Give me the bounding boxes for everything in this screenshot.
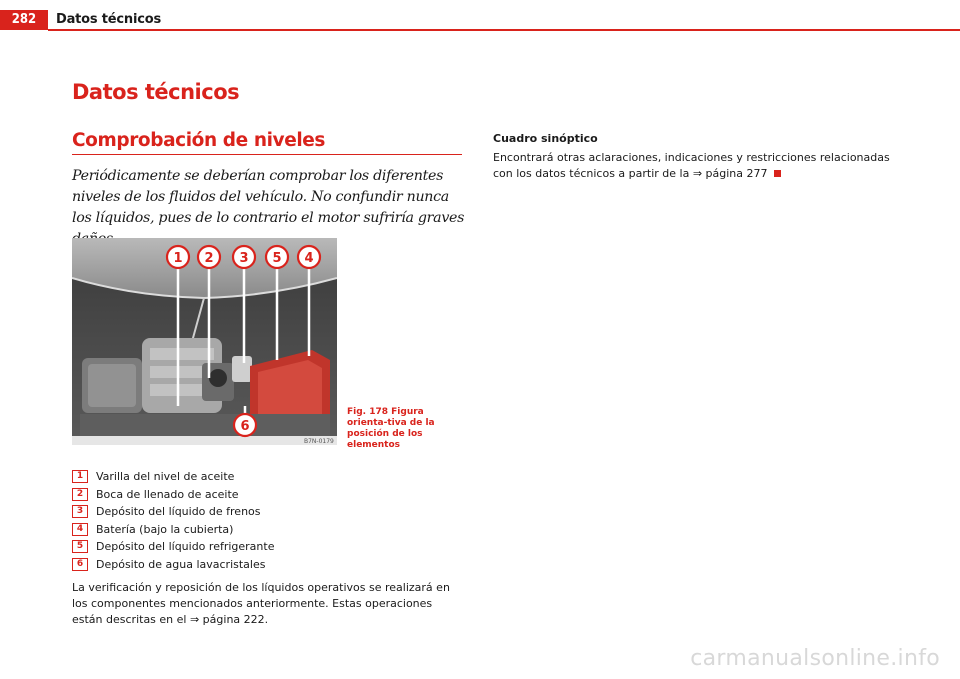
legend-badge: 2 bbox=[72, 488, 88, 501]
legend-item bbox=[72, 521, 462, 539]
body-paragraph: La verificación y reposición de los líquidos operativos se realizará en los componentes mencionados anteriormente. Estas operaciones están descritas en el ⇒ página 222. bbox=[72, 581, 450, 626]
legend-text: Boca de llenado de aceite bbox=[96, 487, 239, 501]
header-title: Datos técnicos bbox=[56, 12, 161, 27]
legend-text: Depósito de agua lavacristales bbox=[96, 557, 266, 571]
callout-1-label: 1 bbox=[173, 251, 183, 266]
engine-bay-illustration bbox=[72, 238, 337, 445]
end-of-section-icon bbox=[774, 170, 781, 177]
legend-badge: 3 bbox=[72, 505, 88, 518]
right-paragraph bbox=[493, 150, 893, 182]
right-column bbox=[493, 132, 893, 182]
header-rule bbox=[48, 29, 960, 31]
legend-badge: 4 bbox=[72, 523, 88, 536]
legend-badge: 1 bbox=[72, 470, 88, 483]
section-intro: Periódicamente se deberían comprobar los diferentes niveles de los fluidos del vehículo. No confundir nunca los líquidos, pues de lo contrario el motor sufriría graves bbox=[72, 168, 465, 226]
legend-text: Varilla del nivel de aceite bbox=[96, 470, 235, 484]
page-number: 282 bbox=[0, 10, 48, 30]
legend-text: Depósito del líquido refrigerante bbox=[96, 540, 275, 554]
right-heading: Cuadro sinóptico bbox=[493, 132, 598, 145]
callout-4-label: 4 bbox=[304, 251, 314, 266]
callout-5-label: 5 bbox=[272, 251, 282, 266]
watermark: carmanualsonline.info bbox=[690, 646, 940, 671]
section-title: Comprobación de niveles bbox=[72, 130, 326, 151]
page-header bbox=[0, 0, 960, 31]
legend-item bbox=[72, 486, 462, 504]
legend-text: Depósito del líquido de frenos bbox=[96, 505, 261, 519]
callout-2-label: 2 bbox=[204, 251, 214, 266]
legend-list bbox=[72, 468, 462, 573]
figure-code: B7N-0179 bbox=[304, 438, 334, 445]
legend-item bbox=[72, 556, 462, 574]
legend-text: Batería (bajo la cubierta) bbox=[96, 522, 234, 536]
section-rule bbox=[72, 154, 462, 155]
legend-item bbox=[72, 538, 462, 556]
legend-item bbox=[72, 468, 462, 486]
right-paragraph-text: Encontrará otras aclaraciones, indicaciones y restricciones relacionadas con los datos técnicos a partir de la ⇒ página 277 bbox=[493, 151, 890, 180]
callout-6-label: 6 bbox=[240, 419, 250, 434]
callout-3-label: 3 bbox=[239, 251, 249, 266]
main-title: Datos técnicos bbox=[72, 80, 240, 104]
legend-badge: 5 bbox=[72, 540, 88, 553]
engine-bay-figure bbox=[72, 238, 337, 445]
figure-caption: Fig. 178 Figura orienta-tiva de la posición de los elementos bbox=[347, 407, 435, 450]
legend-badge: 6 bbox=[72, 558, 88, 571]
legend-item bbox=[72, 503, 462, 521]
